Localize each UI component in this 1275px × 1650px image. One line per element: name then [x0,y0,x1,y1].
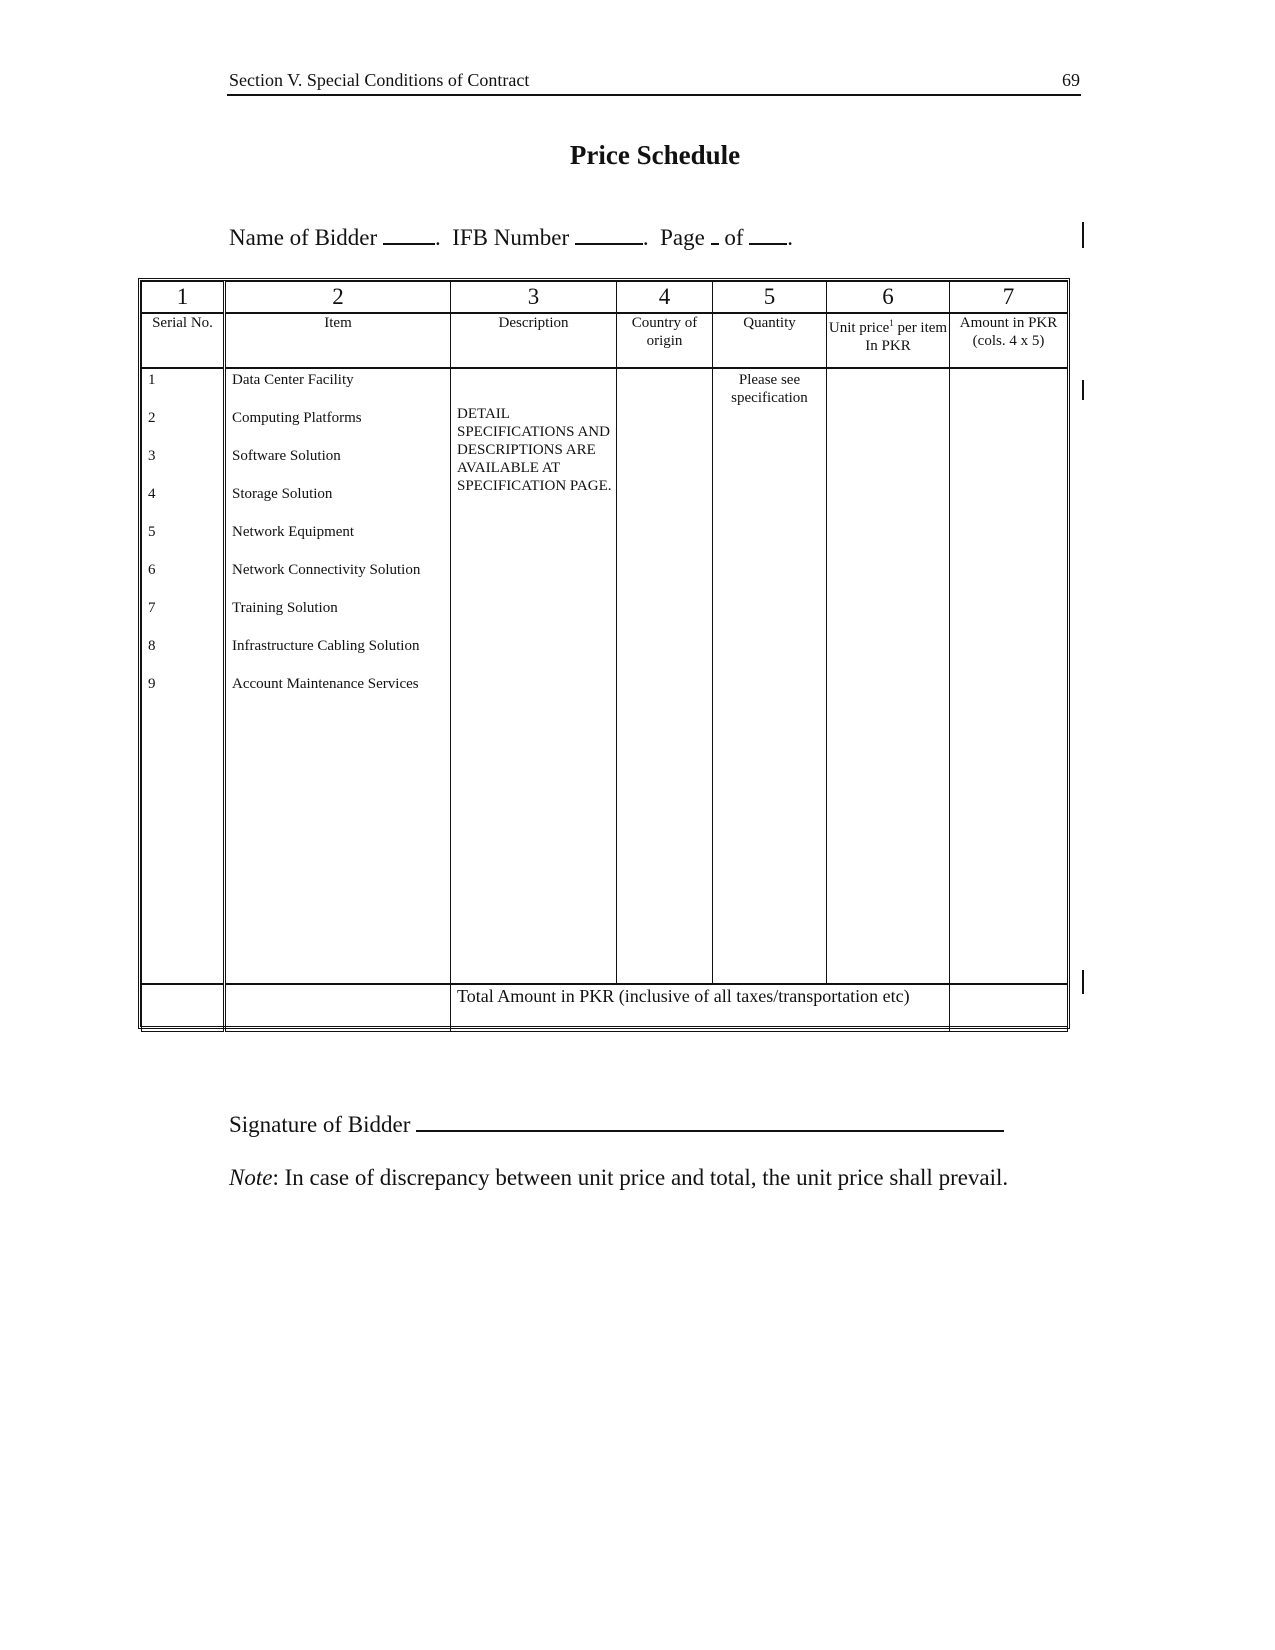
description-column [451,368,617,984]
item-name: Computing Platforms [232,410,362,426]
revision-bar [1082,970,1084,994]
item-name: Network Equipment [232,524,355,540]
country-of-origin-cell[interactable] [617,368,713,984]
column-number-row [142,282,1068,314]
header-quantity: Quantity [713,313,827,368]
description-note: DETAIL SPECIFICATIONS AND DESCRIPTIONS ARE AVAILABLE AT SPECIFICATION PAGE. [457,406,612,494]
note-label: Note [229,1165,273,1190]
page-title: Price Schedule [569,140,741,170]
serial-number: 2 [148,410,156,426]
item-name: Storage Solution [232,486,333,502]
separator: . [434,225,441,250]
bidder-name-label: Name of Bidder [229,225,378,250]
column-number: 7 [950,282,1068,314]
column-number: 4 [617,282,713,314]
serial-number: 1 [148,372,156,388]
unit-price-label: Unit price [828,320,890,336]
item-list [226,369,450,711]
header-section-title: Section V. Special Conditions of Contract [229,70,530,90]
unit-price-suffix: per item In PKR [865,320,948,354]
serial-number: 8 [148,638,156,654]
serial-number: 5 [148,524,156,540]
column-number: 3 [451,282,617,314]
revision-bar [1082,380,1084,400]
separator: . [787,225,793,250]
quantity-note: Please see specification [731,372,808,406]
total-amount-cell[interactable] [950,984,1068,1032]
ifb-number-blank[interactable] [575,225,643,245]
ifb-number-label: IFB Number [452,225,570,250]
note-text: : In case of discrepancy between unit price and total, the unit price shall prevail. [272,1165,1009,1190]
bidder-name-blank[interactable] [383,225,435,245]
unit-price-cell[interactable] [827,368,950,984]
item-name: Infrastructure Cabling Solution [232,638,420,654]
total-empty-cell [225,984,451,1032]
column-number: 2 [225,282,451,314]
serial-number: 3 [148,448,156,464]
serial-number: 6 [148,562,156,578]
items-body-row [142,368,1068,984]
quantity-column [713,368,827,984]
item-name: Software Solution [232,448,341,464]
page-total-blank[interactable] [749,225,787,245]
column-number: 5 [713,282,827,314]
revision-bar [1082,222,1084,248]
serial-number: 9 [148,676,156,692]
page-blank[interactable] [711,225,719,245]
discrepancy-note [229,1165,1008,1191]
header-unit-price [827,313,950,368]
header-page-number: 69 [1062,70,1080,90]
header-item: Item [225,313,451,368]
serial-list [142,369,223,711]
separator: . [642,225,649,250]
total-label-cell [451,984,950,1032]
header-serial-no: Serial No. [142,313,225,368]
total-label: Total Amount in PKR (inclusive of all taxes/transportation etc) [457,986,910,1006]
serial-column [142,368,225,984]
header-amount: Amount in PKR (cols. 4 x 5) [950,313,1068,368]
column-number: 6 [827,282,950,314]
header-country-of-origin: Country of origin [617,313,713,368]
item-name: Account Maintenance Services [232,676,419,692]
amount-cell[interactable] [950,368,1068,984]
item-name: Network Connectivity Solution [232,562,421,578]
item-name: Data Center Facility [232,372,354,388]
price-schedule-table [138,278,1070,1029]
item-column [225,368,451,984]
item-name: Training Solution [232,600,338,616]
serial-number: 7 [148,600,156,616]
signature-line [229,1112,1004,1138]
total-empty-cell [142,984,225,1032]
column-number: 1 [142,282,225,314]
serial-number: 4 [148,486,156,502]
bidder-info-line [229,225,793,251]
signature-blank[interactable] [416,1112,1004,1132]
footnote-marker: 1 [889,318,894,328]
total-row [142,984,1068,1032]
header-rule [227,94,1081,96]
signature-label: Signature of Bidder [229,1112,411,1137]
of-label: of [724,225,744,250]
column-header-row [142,313,1068,368]
header-description: Description [451,313,617,368]
page-label: Page [660,225,705,250]
